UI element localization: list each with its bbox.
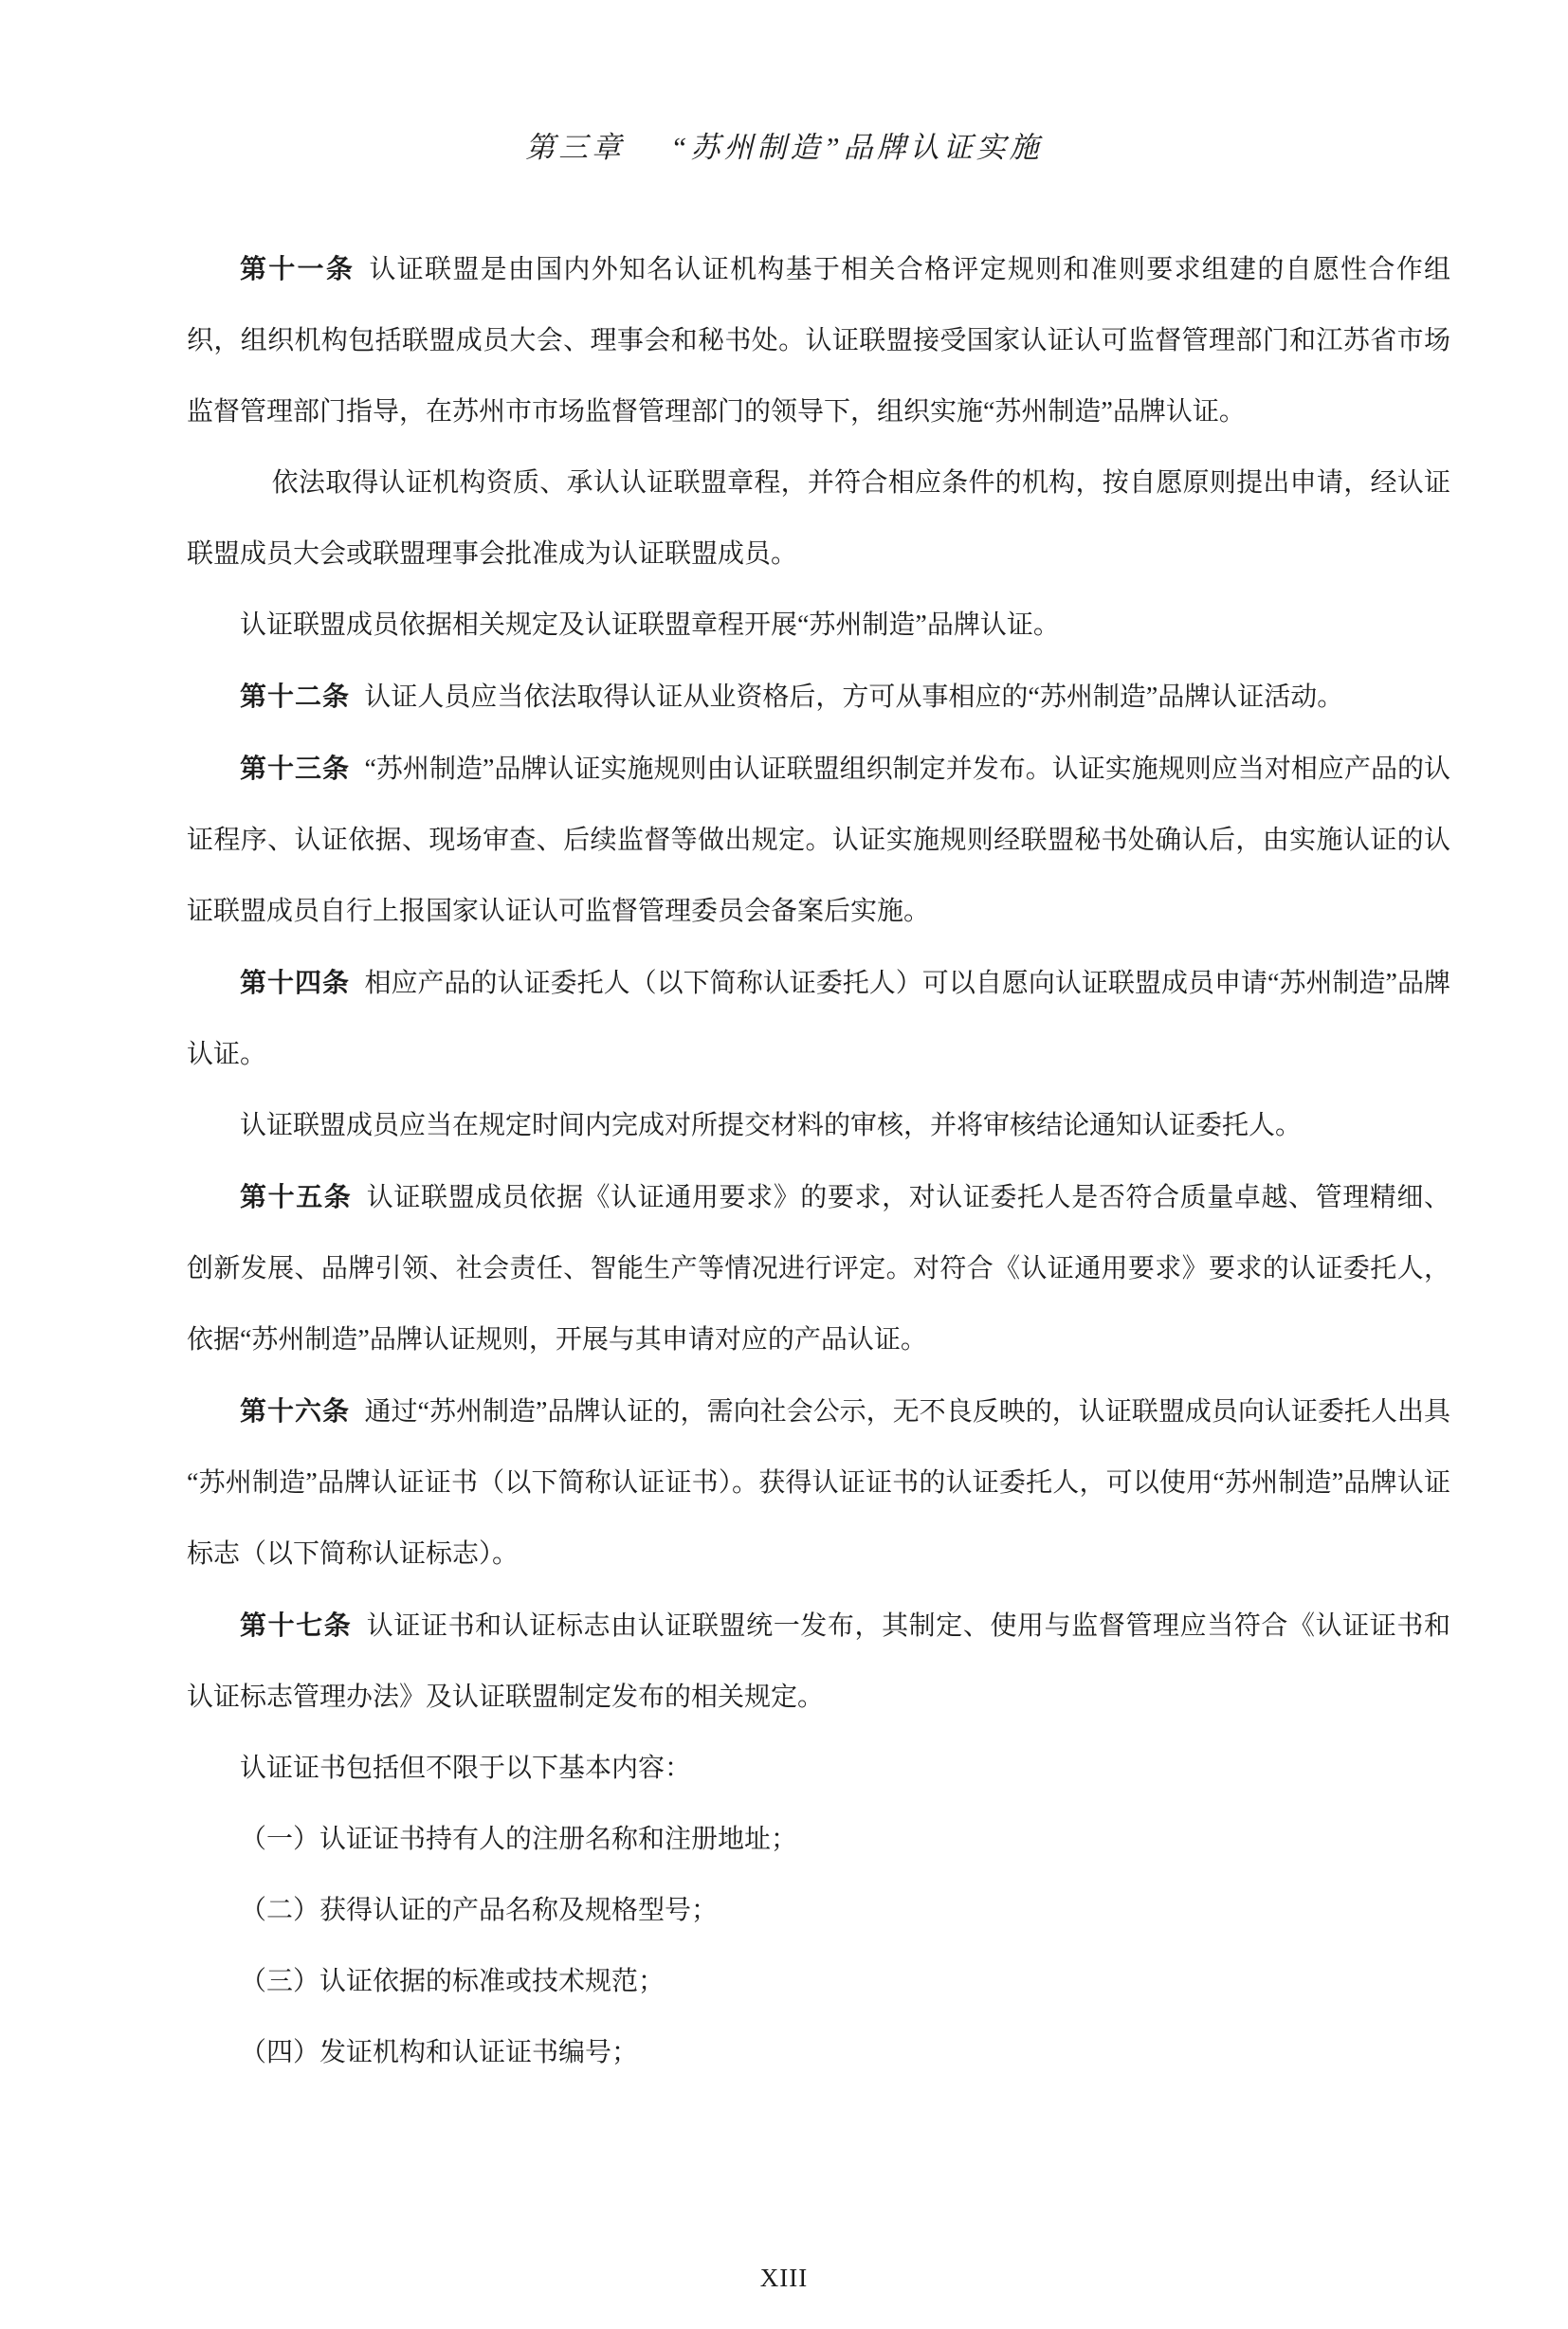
chapter-label: 第三章 [525,131,626,164]
list-item [187,1875,1450,1946]
article-text: 认证联盟成员依据《认证通用要求》的要求，对认证委托人是否符合质量卓越、管理精细、创新发展、品牌引领、社会责任、智能生产等情况进行评定。对符合《认证通用要求》要求的认证委托人，依据“苏州制造”品牌认证规则，开展与其申请对应的产品认证。 [187,1183,1450,1355]
article-number: 第十一条 [240,254,356,283]
article-number: 第十四条 [240,968,351,997]
list-item [187,2017,1450,2088]
article-number: 第十六条 [240,1396,351,1426]
article-paragraph [187,661,1450,733]
article-paragraph [187,233,1450,447]
article-paragraph [187,590,1450,661]
list-item-text: （一）认证证书持有人的注册名称和注册地址； [240,1825,798,1854]
document-sheet [0,112,1568,2329]
article-paragraph [187,947,1450,1090]
chapter-title: “苏州制造”品牌认证实施 [670,131,1043,164]
article-paragraph [187,1733,1450,1804]
article-number: 第十二条 [240,682,351,711]
article-text: 认证联盟成员依据相关规定及认证联盟章程开展“苏州制造”品牌认证。 [240,610,1060,640]
document-page [0,112,1568,2329]
article-number: 第十五条 [240,1182,353,1211]
chapter-heading [0,112,1568,183]
article-text: 相应产品的认证委托人（以下简称认证委托人）可以自愿向认证联盟成员申请“苏州制造”品牌认证。 [187,969,1450,1069]
list-item [187,1804,1450,1875]
article-paragraph [187,733,1450,947]
article-text: 依法取得认证机构资质、承认认证联盟章程，并符合相应条件的机构，按自愿原则提出申请，经认证联盟成员大会或联盟理事会批准成为认证联盟成员。 [187,468,1450,569]
article-paragraph [187,1375,1450,1590]
list-item-text: （四）发证机构和认证证书编号； [240,2038,639,2067]
article-paragraph [187,447,1450,590]
article-number: 第十七条 [240,1610,353,1640]
list-item [187,1946,1450,2017]
article-number: 第十三条 [240,754,351,783]
article-text: 认证联盟成员应当在规定时间内完成对所提交材料的审核，并将审核结论通知认证委托人。 [240,1111,1303,1140]
article-text: 认证人员应当依法取得认证从业资格后，方可从事相应的“苏州制造”品牌认证活动。 [364,682,1344,712]
list-item-text: （三）认证依据的标准或技术规范； [240,1967,665,1996]
article-paragraph [187,1090,1450,1161]
article-text: “苏州制造”品牌认证实施规则由认证联盟组织制定并发布。认证实施规则应当对相应产品的认证程序、认证依据、现场审查、后续监督等做出规定。认证实施规则经联盟秘书处确认后，由实施认证的认证联盟成员自行上报国家认证认可监督管理委员会备案后实施。 [187,755,1450,926]
list-item-text: （二）获得认证的产品名称及规格型号； [240,1896,719,1925]
page-number: XIII [759,2264,809,2292]
article-paragraph [187,1161,1450,1375]
article-text: 认证联盟是由国内外知名认证机构基于相关合格评定规则和准则要求组建的自愿性合作组织，组织机构包括联盟成员大会、理事会和秘书处。认证联盟接受国家认证认可监督管理部门和江苏省市场监督管理部门指导，在苏州市市场监督管理部门的领导下，组织实施“苏州制造”品牌认证。 [187,255,1450,427]
article-text: 通过“苏州制造”品牌认证的，需向社会公示，无不良反映的，认证联盟成员向认证委托人出具“苏州制造”品牌认证证书（以下简称认证证书）。获得认证证书的认证委托人，可以使用“苏州制造”品牌认证标志（以下简称认证标志）。 [187,1397,1450,1569]
article-text: 认证证书包括但不限于以下基本内容： [240,1754,692,1783]
article-text: 认证证书和认证标志由认证联盟统一发布，其制定、使用与监督管理应当符合《认证证书和认证标志管理办法》及认证联盟制定发布的相关规定。 [187,1611,1450,1712]
document-body [187,233,1450,2088]
article-paragraph [187,1590,1450,1733]
